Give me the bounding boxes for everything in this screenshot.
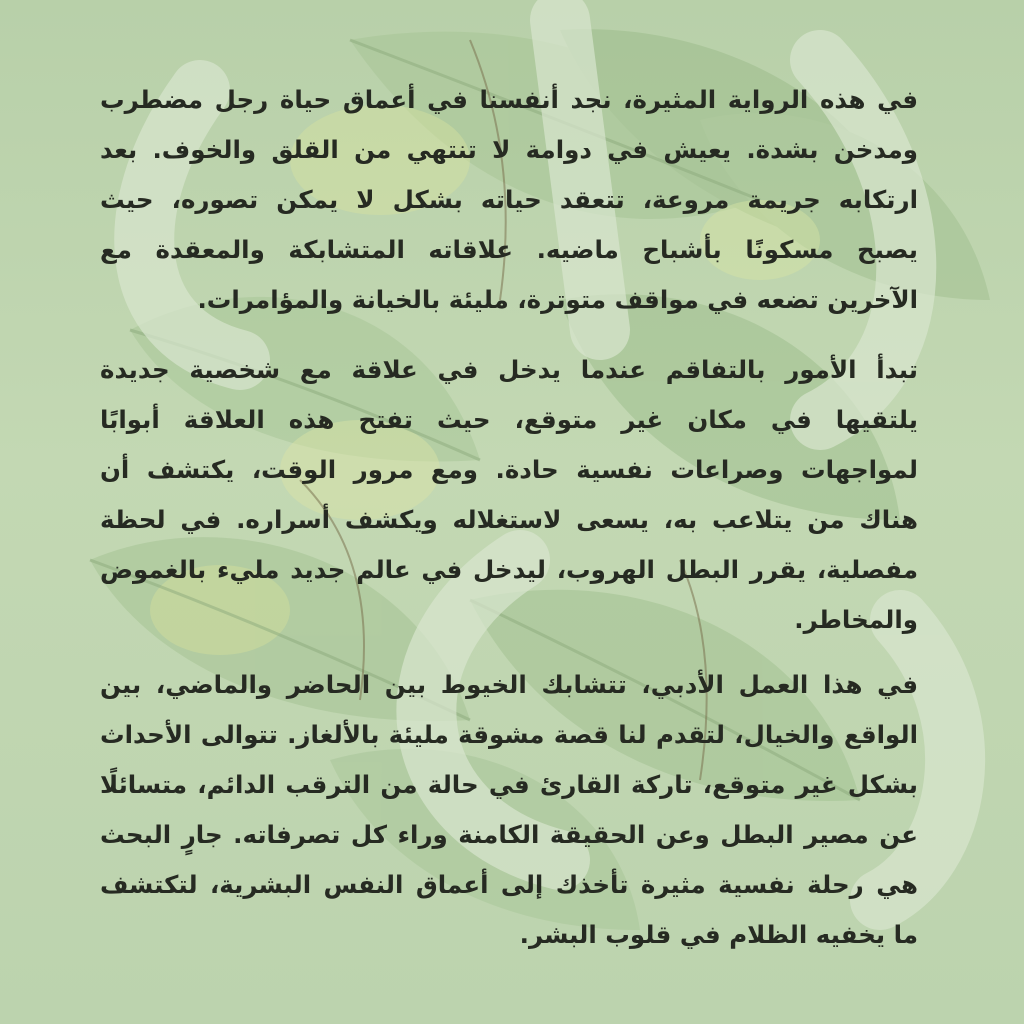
paragraph-line: بشكل غير متوقع، تاركة القارئ في حالة من الترقب الدائم، متسائلًا xyxy=(100,770,918,799)
paragraph-line: يصبح مسكونًا بأشباح ماضيه. علاقاته المتشابكة والمعقدة مع xyxy=(100,235,918,264)
paragraph-1 xyxy=(100,75,918,325)
paragraph-2 xyxy=(100,345,918,645)
paragraph-line: ارتكابه جريمة مروعة، تتعقد حياته بشكل لا يمكن تصوره، حيث xyxy=(100,185,918,214)
paragraph-line: مفصلية، يقرر البطل الهروب، ليدخل في عالم جديد مليء بالغموض xyxy=(100,555,918,584)
paragraph-line: ومدخن بشدة. يعيش في دوامة لا تنتهي من القلق والخوف. بعد xyxy=(100,135,918,164)
paragraph-line: الواقع والخيال، لتقدم لنا قصة مشوقة مليئة بالألغاز. تتوالى الأحداث xyxy=(100,720,918,749)
paragraph-line: والمخاطر. xyxy=(794,605,918,634)
paragraph-line: تبدأ الأمور بالتفاقم عندما يدخل في علاقة مع شخصية جديدة xyxy=(100,355,918,384)
paragraph-3 xyxy=(100,660,918,960)
paragraph-line: هناك من يتلاعب به، يسعى لاستغلاله ويكشف أسراره. في لحظة xyxy=(100,505,918,534)
paragraph-line: لمواجهات وصراعات نفسية حادة. ومع مرور الوقت، يكتشف أن xyxy=(100,455,918,484)
paragraph-line: ما يخفيه الظلام في قلوب البشر. xyxy=(519,920,918,949)
paragraph-line: الآخرين تضعه في مواقف متوترة، مليئة بالخيانة والمؤامرات. xyxy=(197,285,918,314)
paragraph-line: هي رحلة نفسية مثيرة تأخذك إلى أعماق النفس البشرية، لتكتشف xyxy=(100,870,918,899)
paragraph-line: يلتقيها في مكان غير متوقع، حيث تفتح هذه العلاقة أبوابًا xyxy=(100,405,918,434)
paragraph-line: في هذا العمل الأدبي، تتشابك الخيوط بين الحاضر والماضي، بين xyxy=(100,670,918,699)
paragraph-line: عن مصير البطل وعن الحقيقة الكامنة وراء كل تصرفاته. جارٍ البحث xyxy=(100,820,918,849)
paragraph-line: في هذه الرواية المثيرة، نجد أنفسنا في أعماق حياة رجل مضطرب xyxy=(100,85,918,114)
